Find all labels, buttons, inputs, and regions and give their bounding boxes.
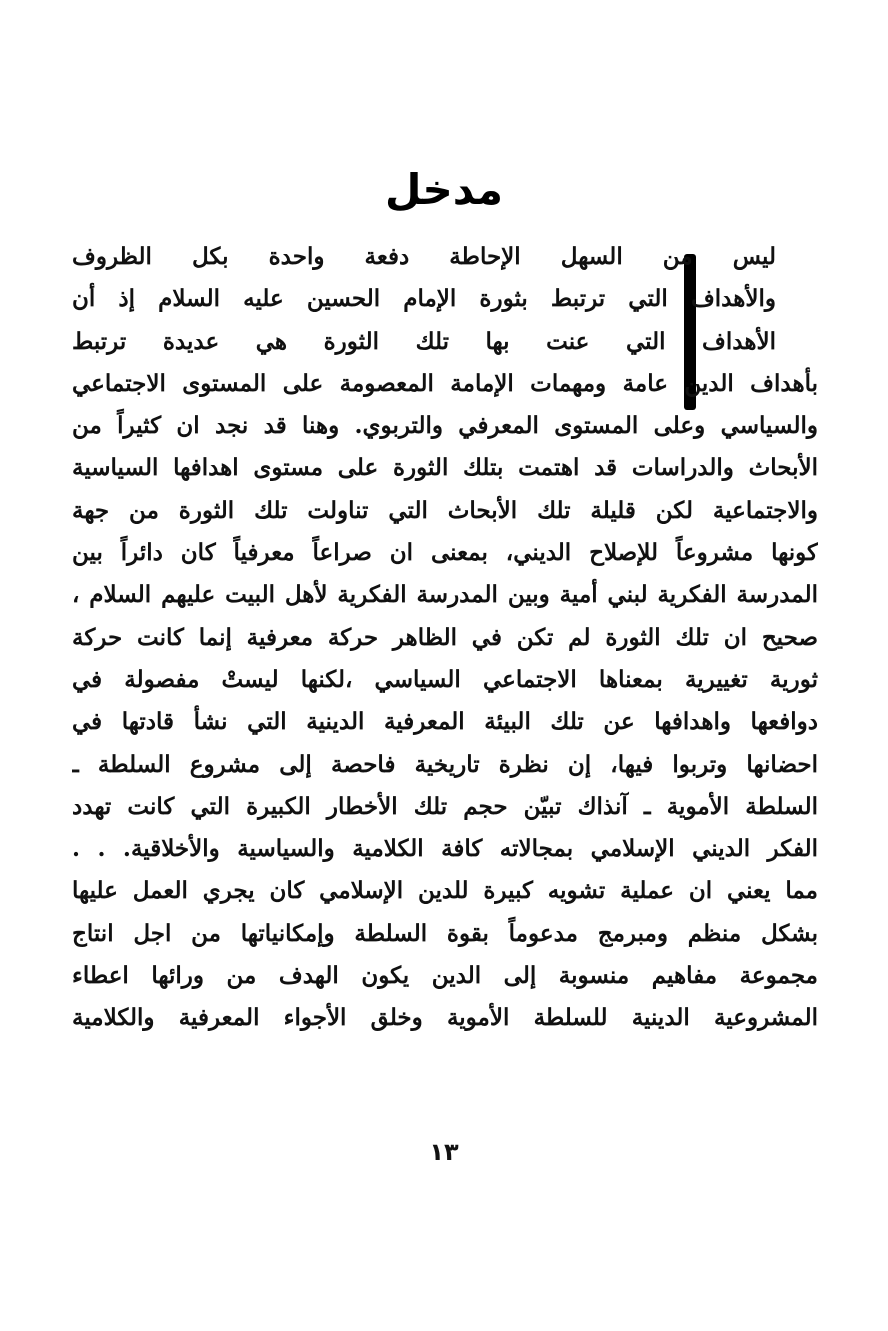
text-line: احضانها وتربوا فيها، إن نظرة تاريخية فاحصة إلى مشروع السلطة ـ — [72, 750, 818, 778]
text-line: مجموعة مفاهيم منسوبة إلى الدين يكون الهدف من ورائها اعطاء — [72, 962, 818, 990]
text-line: كونها مشروعاً للإصلاح الديني، بمعنى ان صراعاً معرفياً كان دائراً بين — [72, 539, 818, 567]
text-line: المدرسة الفكرية لبني أمية وبين المدرسة الفكرية لأهل البيت عليهم السلام ، — [72, 581, 818, 609]
text-line: الأبحاث والدراسات قد اهتمت بتلك الثورة على مستوى اهدافها السياسية — [72, 454, 818, 482]
text-line: الفكر الديني الإسلامي بمجالاته كافة الكلامية والسياسية والأخلاقية. . . — [72, 835, 818, 863]
page-number: ١٣ — [429, 1138, 459, 1166]
text-line: ليس من السهل الإحاطة دفعة واحدة بكل الظروف — [72, 243, 776, 270]
text-line: والسياسي وعلى المستوى المعرفي والتربوي. وهنا قد نجد ان كثيراً من — [72, 412, 818, 440]
text-line: السلطة الأموية ـ آنذاك تبيّن حجم تلك الأخطار الكبيرة التي كانت تهدد — [72, 792, 818, 820]
text-line: ثورية تغييرية بمعناها الاجتماعي السياسي ،لكنها ليستْ مفصولة في — [72, 665, 818, 693]
text-line: المشروعية الدينية للسلطة الأموية وخلق الأجواء المعرفية والكلامية — [72, 1004, 818, 1032]
text-line: دوافعها واهدافها عن تلك البيئة المعرفية الدينية التي نشأ قادتها في — [72, 708, 818, 736]
text-line: مما يعني ان عملية تشويه كبيرة للدين الإسلامي كان يجري العمل عليها — [72, 877, 818, 905]
text-line: والأهداف التي ترتبط بثورة الإمام الحسين عليه السلام إذ أن — [72, 285, 776, 313]
text-line: والاجتماعية لكن قليلة تلك الأبحاث التي تناولت تلك الثورة من جهة — [72, 496, 818, 524]
text-line: الأهداف التي عنت بها تلك الثورة هي عديدة ترتبط — [72, 327, 776, 355]
body-paragraph — [72, 236, 818, 1040]
chapter-heading: مدخل — [384, 165, 504, 214]
text-line: بأهداف الدين عامة ومهمات الإمامة المعصومة على المستوى الاجتماعي — [72, 369, 818, 397]
text-line: صحيح ان تلك الثورة لم تكن في الظاهر حركة معرفية إنما كانت حركة — [72, 623, 818, 651]
text-line: بشكل منظم ومبرمج مدعوماً بقوة السلطة وإمكانياتها من اجل انتاج — [72, 919, 818, 947]
